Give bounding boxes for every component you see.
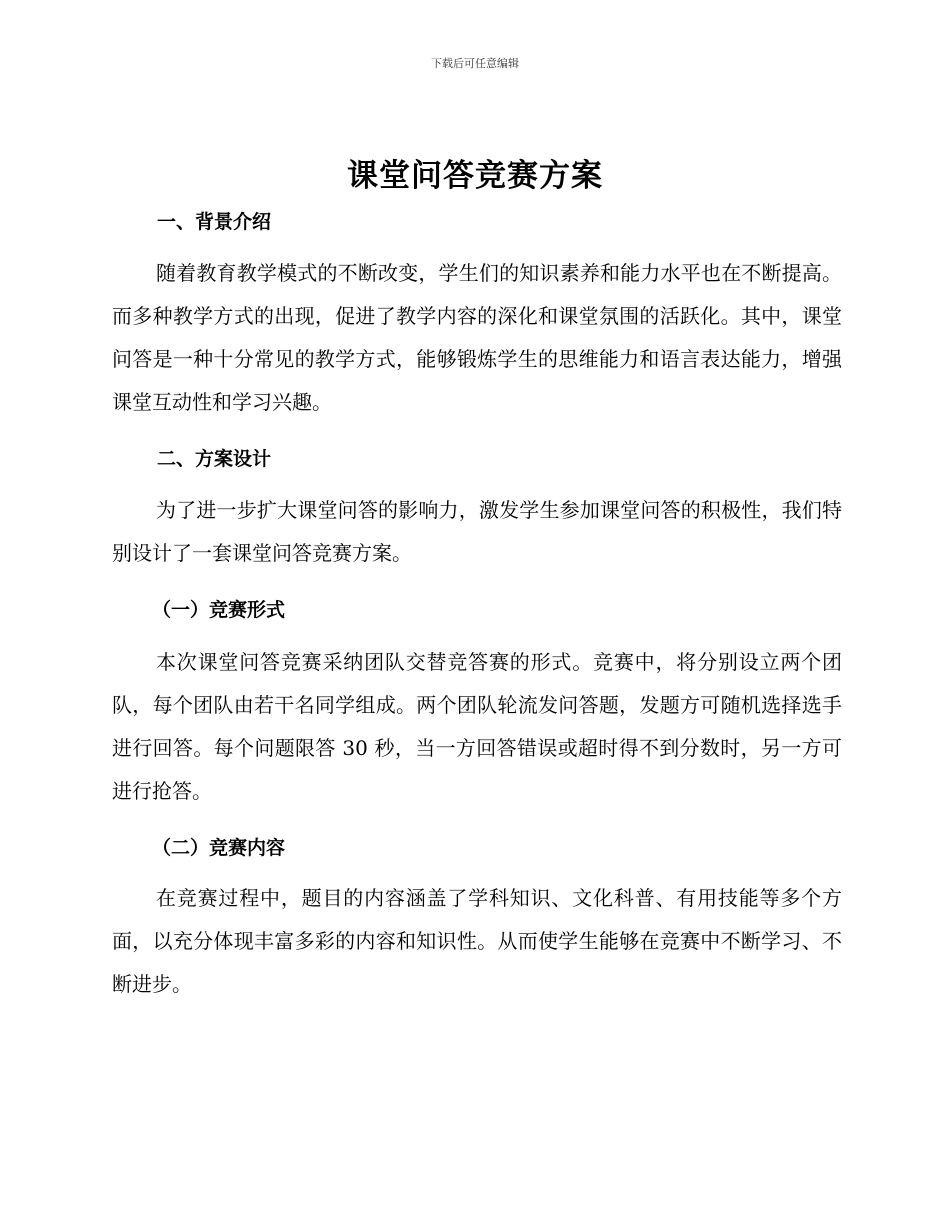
- subsection-paragraph-content: 在竞赛过程中，题目的内容涵盖了学科知识、文化科普、有用技能等多个方面，以充分体现丰富多彩的内容和知识性。从而使学生能够在竞赛中不断学习、不断进步。: [112, 886, 842, 996]
- subsection-heading-content: （二）竞赛内容: [152, 837, 286, 859]
- header-note: 下载后可任意编辑: [431, 57, 519, 70]
- section-heading-design: 二、方案设计: [157, 448, 272, 470]
- subsection-heading-format: （一）竞赛形式: [152, 599, 286, 621]
- section-heading-background: 一、背景介绍: [157, 211, 272, 233]
- subsection-paragraph-format: 本次课堂问答竞赛采纳团队交替竞答赛的形式。竞赛中，将分别设立两个团队，每个团队由若干名同学组成。两个团队轮流发问答题，发题方可随机选择选手进行回答。每个问题限答 30 秒，当一方回答错误或超时得不到分数时，另一方可进行抢答。: [112, 650, 842, 803]
- document-title: 课堂问答竞赛方案: [347, 158, 603, 194]
- section-paragraph-design: 为了进一步扩大课堂问答的影响力，激发学生参加课堂问答的积极性，我们特别设计了一套课堂问答竞赛方案。: [112, 498, 842, 565]
- section-paragraph-background: 随着教育教学模式的不断改变，学生们的知识素养和能力水平也在不断提高。而多种教学方式的出现，促进了教学内容的深化和课堂氛围的活跃化。其中，课堂问答是一种十分常见的教学方式，能够锻炼学生的思维能力和语言表达能力，增强课堂互动性和学习兴趣。: [112, 261, 842, 414]
